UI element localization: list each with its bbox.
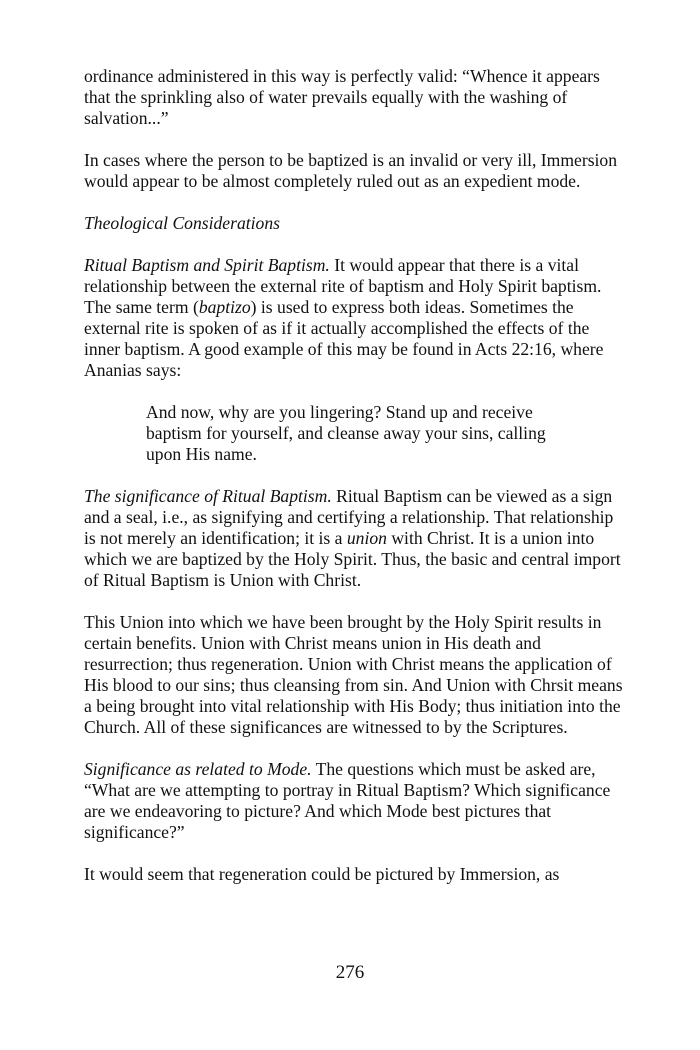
paragraph-lead: Ritual Baptism and Spirit Baptism. <box>84 255 330 275</box>
emphasis-word: union <box>346 528 387 548</box>
paragraph-text: ) is used to express both ideas. Sometimes the external rite is spoken of as if it actually accomplished the effects of the inner baptism. A good example of this may be found in Acts 22:16, where Ananias says: <box>84 297 604 380</box>
greek-term: baptizo <box>198 297 251 317</box>
paragraph-regeneration: It would seem that regeneration could be pictured by Immersion, as <box>84 864 560 884</box>
paragraph-lead: Significance as related to Mode. <box>84 759 312 779</box>
paragraph-ritual-spirit <box>84 255 624 381</box>
paragraph-significance <box>84 486 624 591</box>
paragraph-union: This Union into which we have been brought by the Holy Spirit results in certain benefits. Union with Christ means union in His death and resurrection; thus regeneration. Union with Christ means the application of His blood to our sins; thus cleansing from sin. And Union with Chrsit means a being brought into vital relationship with His Body; thus initiation into the Church. All of these significances are witnessed to by the Scriptures. <box>84 612 623 737</box>
paragraph-text: with Christ. It is a union into which we are baptized by the Holy Spirit. Thus, the basic and central import of Ritual Baptism is Union with Christ. <box>84 528 621 590</box>
page-body <box>84 66 624 885</box>
block-quote: And now, why are you lingering? Stand up and receive baptism for yourself, and cleanse away your sins, calling upon His name. <box>146 402 546 464</box>
paragraph-invalid: In cases where the person to be baptized is an invalid or very ill, Immersion would appear to be almost completely ruled out as an expedient mode. <box>84 150 618 191</box>
section-heading: Theological Considerations <box>84 213 280 233</box>
page-number: 276 <box>335 962 365 983</box>
paragraph-ordinance: ordinance administered in this way is perfectly valid: “Whence it appears that the sprinkling also of water prevails equally with the washing of salvation...” <box>84 66 600 128</box>
paragraph-text: Ritual Baptism can be viewed as a sign and a seal, i.e., as signifying and certifying a relationship. That relationship is not merely an identification; it is a <box>84 486 614 548</box>
paragraph-text: The questions which must be asked are, “What are we attempting to portray in Ritual Baptism? Which significance are we endeavoring to picture? And which Mode best pictures that significance?” <box>84 759 611 842</box>
paragraph-text: It would appear that there is a vital relationship between the external rite of baptism and Holy Spirit baptism. The same term ( <box>84 255 602 317</box>
paragraph-lead: The significance of Ritual Baptism. <box>84 486 332 506</box>
paragraph-mode <box>84 759 624 843</box>
